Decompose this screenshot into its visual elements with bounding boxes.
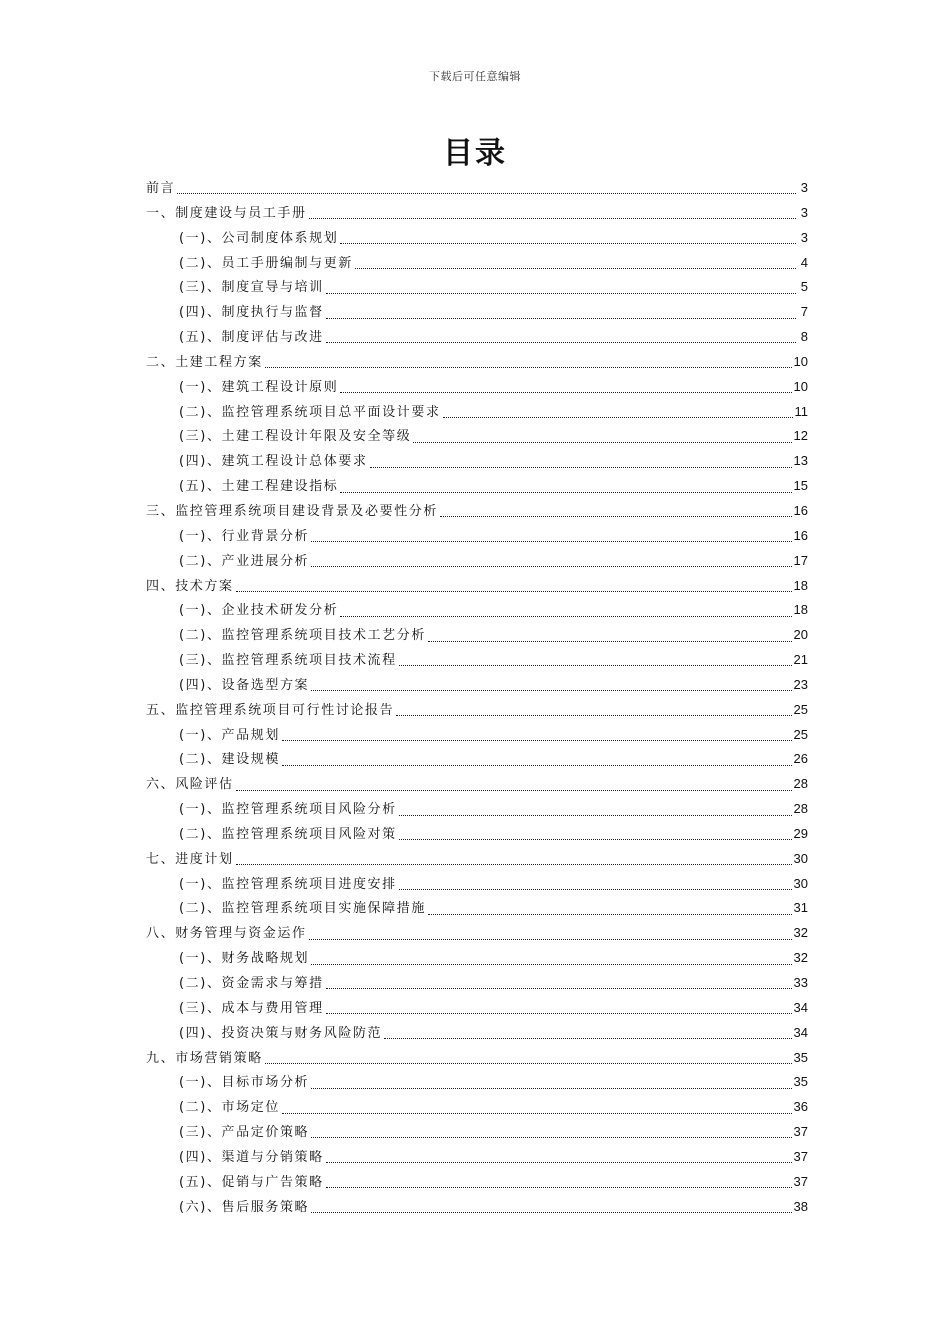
toc-entry[interactable] bbox=[146, 201, 808, 226]
toc-entry[interactable] bbox=[146, 375, 808, 400]
toc-entry-label: 六、风险评估 bbox=[146, 777, 234, 793]
toc-entry-label: (一)、监控管理系统项目进度安排 bbox=[179, 876, 397, 892]
toc-entry[interactable] bbox=[146, 896, 808, 921]
toc-dot-leader bbox=[428, 640, 792, 642]
toc-entry-page-number: 4 bbox=[800, 254, 808, 270]
toc-entry-page-number: 28 bbox=[793, 776, 808, 792]
toc-entry-page-number: 34 bbox=[793, 999, 808, 1015]
toc-dot-leader bbox=[311, 963, 791, 965]
toc-entry-label: 七、进度计划 bbox=[146, 851, 234, 867]
toc-dot-leader bbox=[311, 1087, 791, 1089]
toc-entry[interactable] bbox=[146, 300, 808, 325]
page-title: 目录 bbox=[443, 136, 507, 171]
toc-entry-label: (四)、制度执行与监督 bbox=[179, 305, 324, 321]
toc-entry-page-number: 26 bbox=[793, 751, 808, 767]
toc-entry-label: 前言 bbox=[146, 181, 176, 196]
header-note: 下载后可任意编辑 bbox=[429, 70, 521, 83]
toc-entry-label: (一)、企业技术研发分析 bbox=[179, 603, 339, 619]
toc-entry-page-number: 16 bbox=[793, 502, 808, 518]
toc-entry[interactable] bbox=[146, 574, 808, 599]
toc-entry-label: (三)、土建工程设计年限及安全等级 bbox=[179, 429, 412, 445]
toc-entry-label: (五)、制度评估与改进 bbox=[179, 330, 324, 346]
toc-entry-page-number: 25 bbox=[793, 701, 808, 717]
toc-dot-leader bbox=[282, 1112, 792, 1114]
toc-entry[interactable] bbox=[146, 1021, 808, 1046]
toc-entry-page-number: 30 bbox=[793, 850, 808, 866]
toc-dot-leader bbox=[311, 689, 791, 691]
toc-dot-leader bbox=[340, 615, 791, 617]
toc-dot-leader bbox=[355, 267, 796, 269]
toc-dot-leader bbox=[340, 391, 791, 393]
toc-dot-leader bbox=[311, 1136, 791, 1138]
toc-entry[interactable] bbox=[146, 474, 808, 499]
toc-dot-leader bbox=[399, 814, 792, 816]
toc-entry[interactable] bbox=[146, 797, 808, 822]
toc-entry-label: 五、监控管理系统项目可行性讨论报告 bbox=[146, 702, 395, 718]
toc-entry-page-number: 21 bbox=[793, 652, 808, 668]
toc-entry-label: (二)、员工手册编制与更新 bbox=[179, 255, 353, 271]
toc-entry[interactable] bbox=[146, 772, 808, 797]
toc-entry-label: (三)、监控管理系统项目技术流程 bbox=[179, 653, 397, 669]
toc-entry-page-number: 30 bbox=[793, 875, 808, 891]
toc-entry-label: (一)、公司制度体系规划 bbox=[179, 230, 339, 246]
toc-entry-page-number: 32 bbox=[793, 950, 808, 966]
toc-entry-page-number: 18 bbox=[793, 577, 808, 593]
toc-entry-label: (四)、建筑工程设计总体要求 bbox=[179, 454, 368, 470]
toc-dot-leader bbox=[370, 466, 792, 468]
toc-dot-leader bbox=[384, 1037, 791, 1039]
toc-entry-page-number: 23 bbox=[793, 676, 808, 692]
toc-entry-label: (一)、建筑工程设计原则 bbox=[179, 379, 339, 395]
toc-entry-page-number: 3 bbox=[800, 204, 808, 220]
toc-entry[interactable] bbox=[146, 226, 808, 251]
toc-dot-leader bbox=[311, 1211, 791, 1213]
toc-entry[interactable] bbox=[146, 1170, 808, 1195]
toc-entry[interactable] bbox=[146, 673, 808, 698]
toc-dot-leader bbox=[326, 292, 796, 294]
toc-dot-leader bbox=[399, 838, 792, 840]
toc-entry[interactable] bbox=[146, 971, 808, 996]
toc-entry-label: (二)、监控管理系统项目总平面设计要求 bbox=[179, 404, 441, 420]
toc-entry-page-number: 29 bbox=[793, 825, 808, 841]
toc-entry-page-number: 10 bbox=[793, 353, 808, 369]
toc-dot-leader bbox=[326, 987, 792, 989]
toc-entry[interactable] bbox=[146, 996, 808, 1021]
toc-entry-page-number: 37 bbox=[793, 1124, 808, 1140]
toc-dot-leader bbox=[396, 714, 791, 716]
toc-entry[interactable] bbox=[146, 549, 808, 574]
toc-entry-page-number: 13 bbox=[793, 453, 808, 469]
toc-entry-page-number: 11 bbox=[794, 403, 808, 419]
toc-dot-leader bbox=[326, 341, 796, 343]
toc-entry[interactable] bbox=[146, 598, 808, 623]
toc-entry-label: (二)、监控管理系统项目实施保障措施 bbox=[179, 901, 426, 917]
toc-entry-page-number: 35 bbox=[793, 1049, 808, 1065]
toc-entry-label: 二、土建工程方案 bbox=[146, 354, 263, 370]
toc-entry-label: (一)、目标市场分析 bbox=[179, 1075, 310, 1091]
toc-entry[interactable] bbox=[146, 350, 808, 375]
toc-entry-label: (三)、产品定价策略 bbox=[179, 1125, 310, 1141]
toc-dot-leader bbox=[326, 1161, 792, 1163]
toc-entry-label: 一、制度建设与员工手册 bbox=[146, 205, 307, 221]
toc-dot-leader bbox=[340, 491, 791, 493]
toc-dot-leader bbox=[282, 739, 792, 741]
toc-entry-page-number: 38 bbox=[793, 1198, 808, 1214]
toc-entry[interactable] bbox=[146, 946, 808, 971]
toc-entry[interactable] bbox=[146, 847, 808, 872]
toc-entry[interactable] bbox=[146, 1145, 808, 1170]
toc-entry-page-number: 33 bbox=[793, 975, 808, 990]
toc-entry-page-number: 37 bbox=[793, 1173, 808, 1189]
toc-dot-leader bbox=[326, 317, 796, 319]
toc-entry-page-number: 36 bbox=[793, 1099, 808, 1115]
toc-dot-leader bbox=[413, 441, 791, 443]
toc-entry-page-number: 12 bbox=[793, 428, 808, 444]
toc-dot-leader bbox=[236, 863, 792, 865]
toc-entry-label: (四)、投资决策与财务风险防范 bbox=[179, 1025, 383, 1041]
toc-entry-label: (二)、资金需求与筹措 bbox=[179, 976, 324, 991]
toc-entry[interactable] bbox=[146, 822, 808, 847]
toc-entry[interactable] bbox=[146, 251, 808, 276]
toc-entry-page-number: 7 bbox=[800, 304, 808, 320]
toc-entry-label: 九、市场营销策略 bbox=[146, 1050, 263, 1066]
toc-entry-page-number: 16 bbox=[793, 527, 808, 543]
toc-entry-page-number: 18 bbox=[793, 602, 808, 618]
toc-dot-leader bbox=[428, 913, 792, 915]
toc-entry-label: (二)、产业进展分析 bbox=[179, 553, 310, 569]
toc-entry[interactable] bbox=[146, 648, 808, 673]
toc-entry[interactable] bbox=[146, 499, 808, 524]
toc-entry[interactable] bbox=[146, 723, 808, 748]
toc-entry-label: (一)、财务战略规划 bbox=[179, 951, 310, 967]
toc-entry[interactable] bbox=[146, 1070, 808, 1095]
toc-dot-leader bbox=[309, 217, 796, 219]
toc-entry-page-number: 32 bbox=[793, 925, 808, 941]
toc-entry-label: 四、技术方案 bbox=[146, 578, 234, 594]
toc-entry-page-number: 5 bbox=[800, 279, 808, 295]
toc-dot-leader bbox=[311, 540, 791, 542]
toc-entry-label: (五)、促销与广告策略 bbox=[179, 1174, 324, 1190]
table-of-contents bbox=[146, 176, 808, 1219]
toc-entry[interactable] bbox=[146, 747, 808, 772]
toc-entry[interactable] bbox=[146, 400, 808, 425]
toc-entry-page-number: 37 bbox=[793, 1148, 808, 1164]
toc-dot-leader bbox=[440, 515, 792, 517]
toc-entry-page-number: 10 bbox=[793, 378, 808, 394]
toc-entry[interactable] bbox=[146, 1095, 808, 1120]
toc-entry-label: (一)、产品规划 bbox=[179, 727, 280, 743]
toc-dot-leader bbox=[399, 888, 792, 890]
toc-entry[interactable] bbox=[146, 325, 808, 350]
toc-entry[interactable] bbox=[146, 449, 808, 474]
toc-entry[interactable] bbox=[146, 921, 808, 946]
toc-entry-label: (六)、售后服务策略 bbox=[179, 1199, 310, 1215]
toc-entry-page-number: 28 bbox=[793, 801, 808, 817]
toc-dot-leader bbox=[311, 565, 791, 567]
toc-dot-leader bbox=[309, 938, 792, 940]
toc-entry-label: (一)、行业背景分析 bbox=[179, 528, 310, 544]
toc-entry[interactable] bbox=[146, 698, 808, 723]
toc-entry-label: (三)、成本与费用管理 bbox=[179, 1000, 324, 1016]
toc-entry-page-number: 3 bbox=[800, 180, 808, 195]
toc-entry-page-number: 34 bbox=[793, 1024, 808, 1040]
toc-dot-leader bbox=[326, 1186, 792, 1188]
toc-entry[interactable] bbox=[146, 1120, 808, 1145]
toc-dot-leader bbox=[236, 789, 792, 791]
toc-entry-page-number: 17 bbox=[793, 552, 808, 568]
toc-entry-page-number: 15 bbox=[793, 478, 808, 494]
toc-entry-label: (二)、监控管理系统项目风险对策 bbox=[179, 826, 397, 842]
toc-dot-leader bbox=[265, 366, 792, 368]
toc-entry[interactable] bbox=[146, 872, 808, 897]
toc-entry-label: (三)、制度宣导与培训 bbox=[179, 280, 324, 296]
toc-entry-label: 三、监控管理系统项目建设背景及必要性分析 bbox=[146, 503, 439, 519]
toc-entry[interactable] bbox=[146, 623, 808, 648]
toc-entry-page-number: 35 bbox=[793, 1074, 808, 1090]
toc-entry-page-number: 20 bbox=[793, 627, 808, 643]
toc-entry[interactable] bbox=[146, 1195, 808, 1220]
toc-dot-leader bbox=[340, 242, 796, 244]
toc-entry-label: (一)、监控管理系统项目风险分析 bbox=[179, 802, 397, 818]
toc-dot-leader bbox=[177, 192, 796, 194]
toc-dot-leader bbox=[282, 764, 792, 766]
toc-entry-page-number: 8 bbox=[800, 329, 808, 345]
toc-entry-label: (四)、设备选型方案 bbox=[179, 677, 310, 693]
toc-dot-leader bbox=[326, 1012, 792, 1014]
toc-dot-leader bbox=[443, 416, 793, 418]
toc-dot-leader bbox=[399, 664, 792, 666]
toc-entry-page-number: 3 bbox=[800, 229, 808, 245]
toc-entry-label: (四)、渠道与分销策略 bbox=[179, 1149, 324, 1165]
toc-dot-leader bbox=[265, 1062, 792, 1064]
toc-entry-page-number: 31 bbox=[793, 900, 808, 916]
toc-entry[interactable] bbox=[146, 275, 808, 300]
toc-entry-label: (二)、监控管理系统项目技术工艺分析 bbox=[179, 628, 426, 644]
toc-entry[interactable] bbox=[146, 176, 808, 201]
toc-entry-label: 八、财务管理与资金运作 bbox=[146, 926, 307, 942]
toc-entry[interactable] bbox=[146, 524, 808, 549]
toc-entry-label: (二)、建设规模 bbox=[179, 752, 280, 768]
toc-entry[interactable] bbox=[146, 1046, 808, 1071]
toc-entry-page-number: 25 bbox=[793, 726, 808, 742]
toc-entry-label: (二)、市场定位 bbox=[179, 1100, 280, 1116]
toc-dot-leader bbox=[236, 590, 792, 592]
toc-entry[interactable] bbox=[146, 424, 808, 449]
toc-entry-label: (五)、土建工程建设指标 bbox=[179, 479, 339, 495]
